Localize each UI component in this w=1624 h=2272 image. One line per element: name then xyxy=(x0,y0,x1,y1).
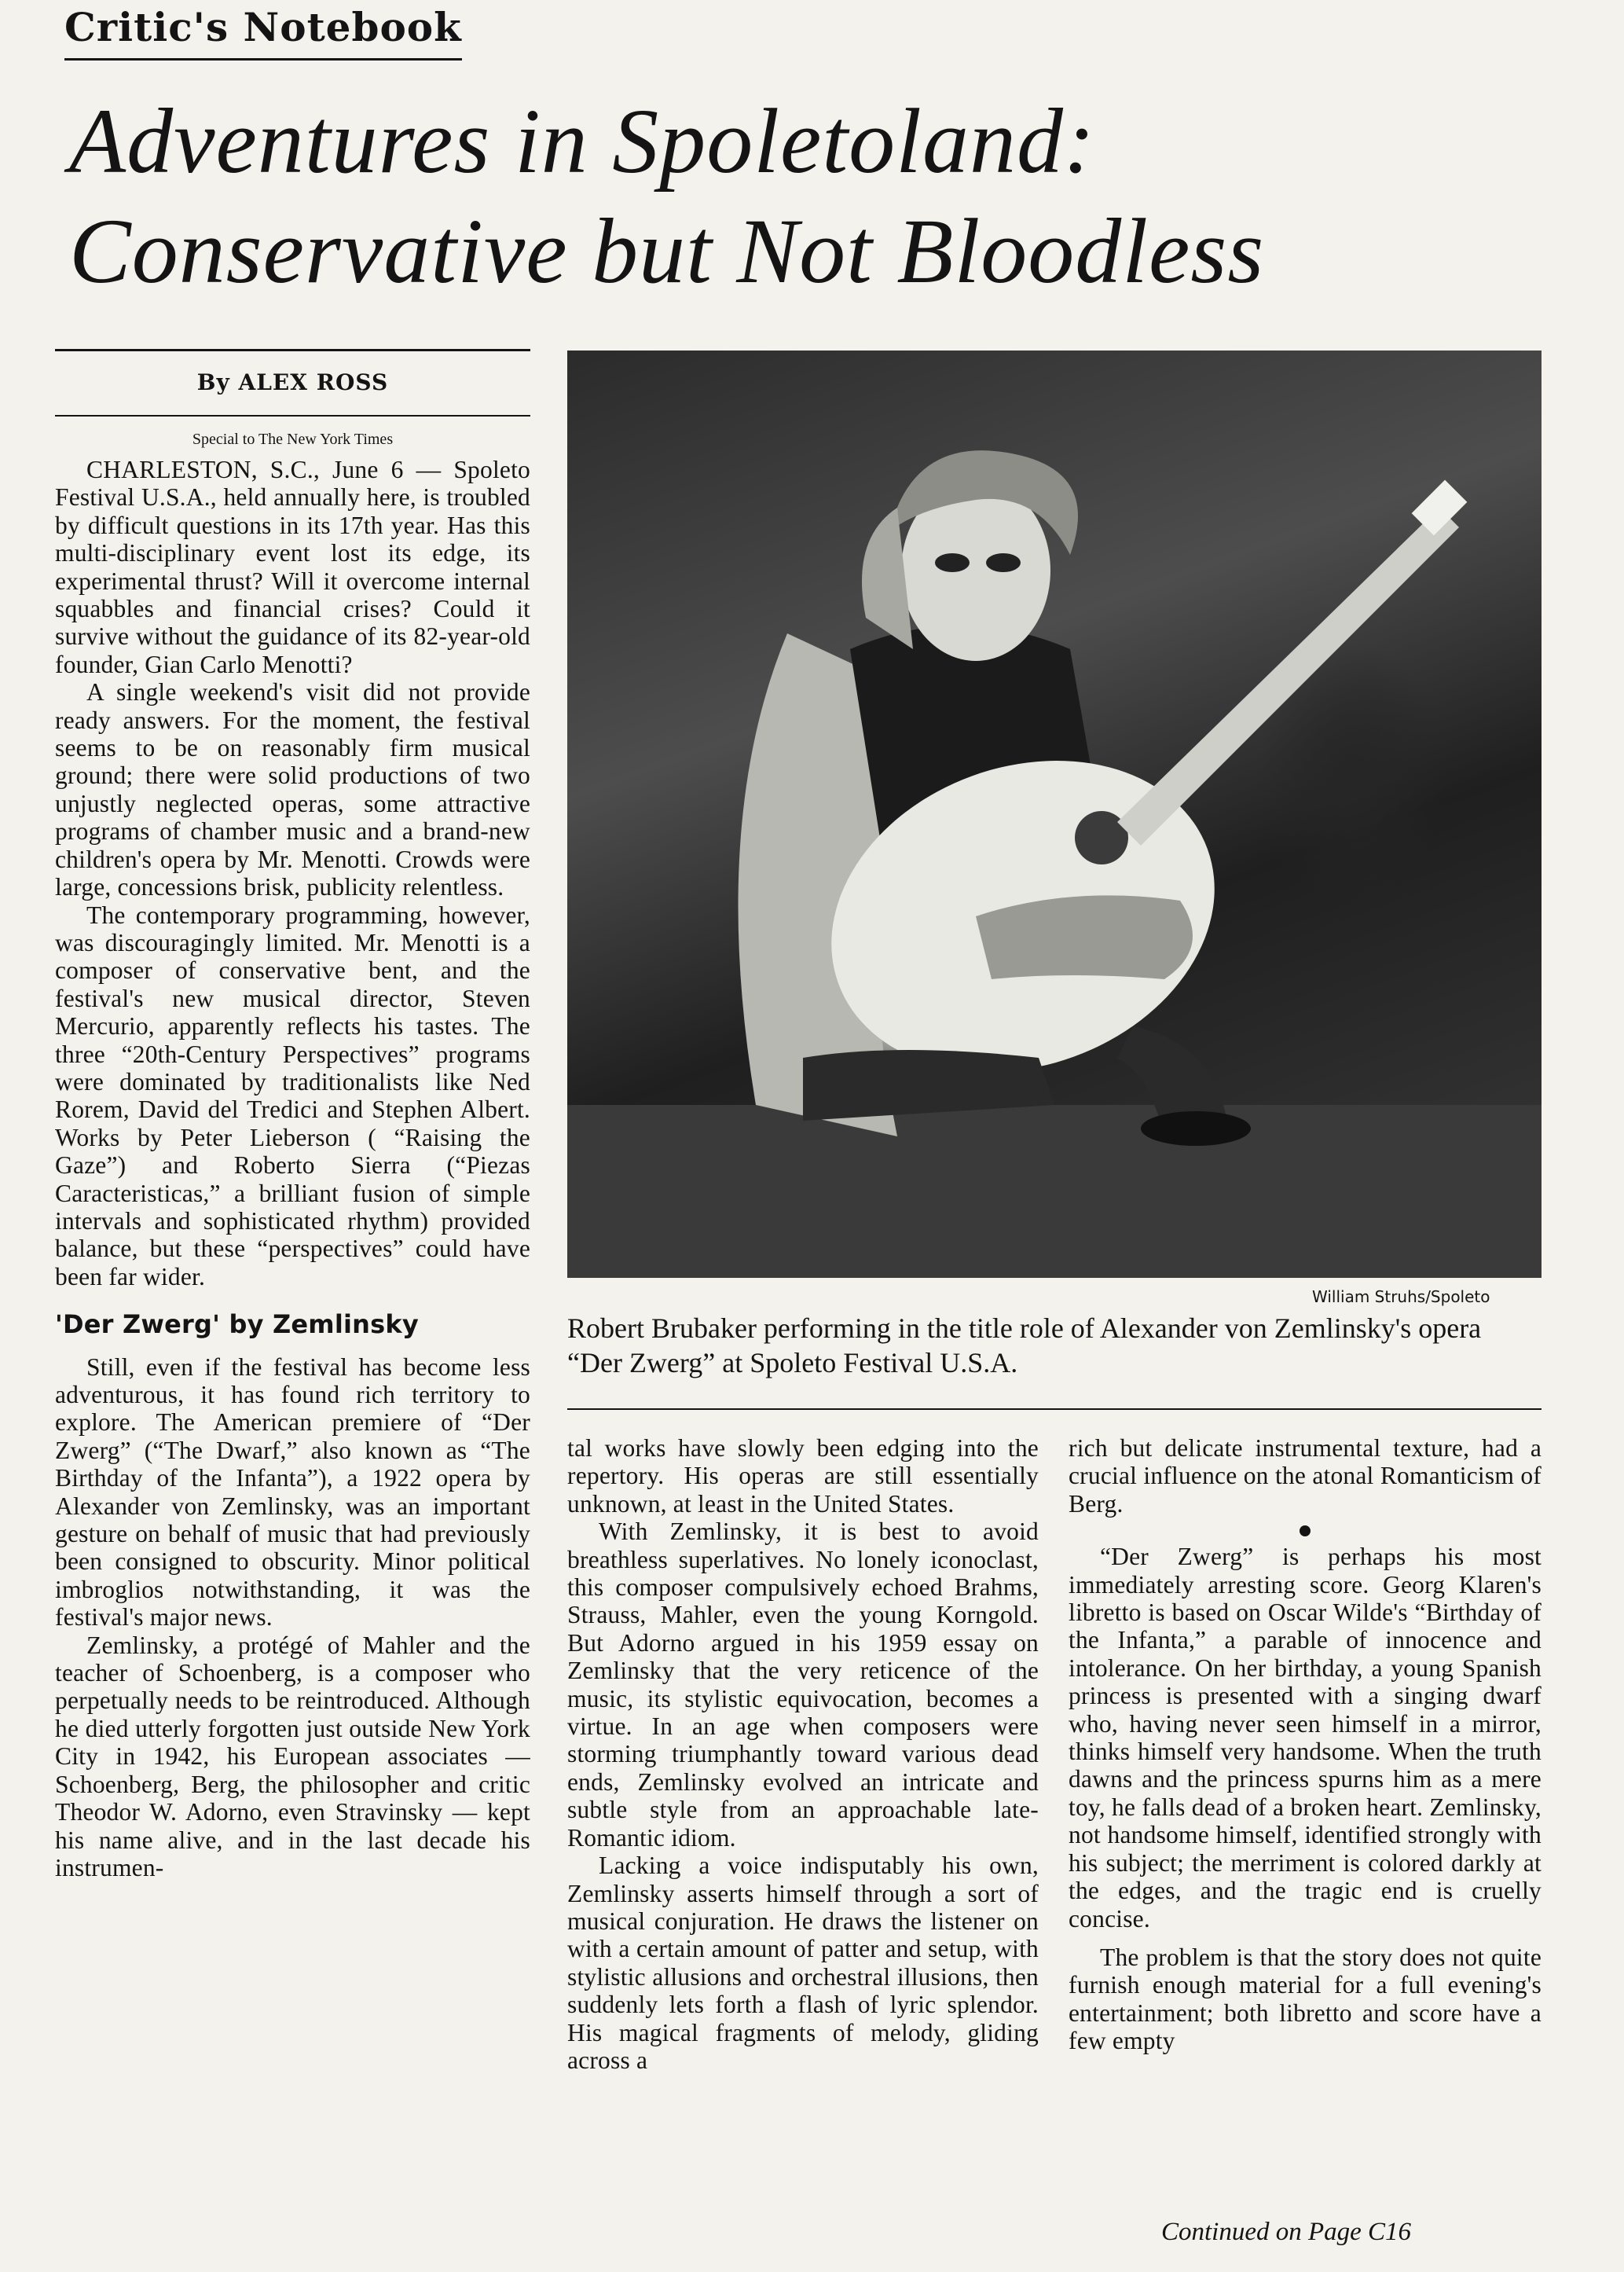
photo-illustration xyxy=(567,351,1542,1278)
photo-credit: William Struhs/Spoleto xyxy=(1312,1287,1490,1306)
col3-paragraph-1: rich but delicate instrumental texture, had a crucial influence on the atonal Romanticism of Berg. xyxy=(1069,1434,1542,1518)
column-3 xyxy=(1069,1434,1542,2055)
byline-top-rule xyxy=(55,349,530,351)
col1-paragraph-2: A single weekend's visit did not provide ready answers. For the moment, the festival seems to be on reasonably firm musical ground; there were solid productions of two unjustly neglected operas, some attractive programs of chamber music and a brand-new children's opera by Mr. Menotti. Crowds were large, concessions brisk, publicity relentless. xyxy=(55,678,530,901)
section-bullet xyxy=(1300,1525,1311,1536)
column-1 xyxy=(55,456,530,1881)
col1-paragraph-3: The contemporary programming, however, was discouragingly limited. Mr. Menotti is a composer of conservative bent, and the festival's new musical director, Steven Mercurio, apparently reflects his tastes. The three “20th-Century Perspectives” programs were dominated by traditionalists like Ned Rorem, David del Tredici and Stephen Albert. Works by Peter Lieberson ( “Raising the Gaze”) and Roberto Sierra (“Piezas Caracteristicas,” a brilliant fusion of simple intervals and sophisticated rhythm) provided balance, but these “perspectives” could have been far wider. xyxy=(55,901,530,1290)
column-2 xyxy=(567,1434,1039,2074)
headline xyxy=(69,86,1562,306)
dateline-credit: Special to The New York Times xyxy=(192,431,394,448)
headline-line-2: Conservative but Not Bloodless xyxy=(69,200,1265,303)
headline-line-1: Adventures in Spoletoland: xyxy=(69,90,1096,193)
subhead-der-zwerg: 'Der Zwerg' by Zemlinsky xyxy=(55,1309,419,1340)
continued-on-page: Continued on Page C16 xyxy=(1161,2218,1412,2246)
col3-paragraph-2: “Der Zwerg” is perhaps his most immediately arresting score. Georg Klaren's libretto is based on Oscar Wilde's “Birthday of the Infanta,” a parable of innocence and intolerance. On her birthday, a young Spanish princess is presented with a singing dwarf who, having never seen himself in a mirror, thinks himself very handsome. When the truth dawns and the princess spurns him as a mere toy, he falls dead of a broken heart. Zemlinsky, not handsome himself, identified strongly with his subject; the merriment is colored darkly at the edges, and the tragic end is cruelly concise. xyxy=(1069,1543,1542,1932)
col2-paragraph-2: With Zemlinsky, it is best to avoid breathless superlatives. No lonely iconoclast, this composer compulsively echoed Brahms, Strauss, Mahler, even the young Korngold. But Adorno argued in his 1959 essay on Zemlinsky that the very reticence of the music, its stylistic equivocation, becomes a virtue. In an age when composers were storming triumphantly toward various dead ends, Zemlinsky evolved an intricate and subtle style from an approachable late-Romantic idiom. xyxy=(567,1518,1039,1852)
col1-paragraph-4: Still, even if the festival has become less adventurous, it has found rich territory to explore. The American premiere of “Der Zwerg” (“The Dwarf,” also known as “The Birthday of the Infanta”), a 1922 opera by Alexander von Zemlinsky, was an important gesture on behalf of music that had previously been consigned to obscurity. Minor political imbroglios notwithstanding, it was the festival's major news. xyxy=(55,1353,530,1632)
col3-paragraph-3: The problem is that the story does not quite furnish enough material for a full evening's entertainment; both libretto and score have a few empty xyxy=(1069,1943,1542,2055)
col1-paragraph-5: Zemlinsky, a protégé of Mahler and the teacher of Schoenberg, is a composer who perpetually needs to be reintroduced. Although he died utterly forgotten just outside New York City in 1942, his European associates — Schoenberg, Berg, the philosopher and critic Theodor W. Adorno, even Stravinsky — kept his name alive, and in the last decade his instrumen- xyxy=(55,1631,530,1881)
kicker-critics-notebook: Critic's Notebook xyxy=(64,0,462,61)
col2-paragraph-1: tal works have slowly been edging into the repertory. His operas are still essentially unknown, at least in the United States. xyxy=(567,1434,1039,1518)
col1-paragraph-1: CHARLESTON, S.C., June 6 — Spoleto Festival U.S.A., held annually here, is troubled by difficult questions in its 17th year. Has this multi-disciplinary event lost its edge, its experimental thrust? Will it overcome internal squabbles and financial crises? Could it survive without the guidance of its 82-year-old founder, Gian Carlo Menotti? xyxy=(55,456,530,678)
photo-robert-brubaker xyxy=(567,351,1542,1278)
caption-bottom-rule xyxy=(567,1408,1542,1410)
byline-bottom-rule xyxy=(55,415,530,417)
byline: By ALEX ROSS xyxy=(196,369,389,395)
photo-caption: Robert Brubaker performing in the title role of Alexander von Zemlinsky's opera “Der Zwerg” at Spoleto Festival U.S.A. xyxy=(567,1312,1482,1378)
col2-paragraph-3: Lacking a voice indisputably his own, Zemlinsky asserts himself through a sort of musical conjuration. He draws the listener on with a certain amount of patter and setup, with stylistic allusions and orchestral illusions, then suddenly lets forth a flash of lyric splendor. His magical fragments of melody, gliding across a xyxy=(567,1852,1039,2074)
